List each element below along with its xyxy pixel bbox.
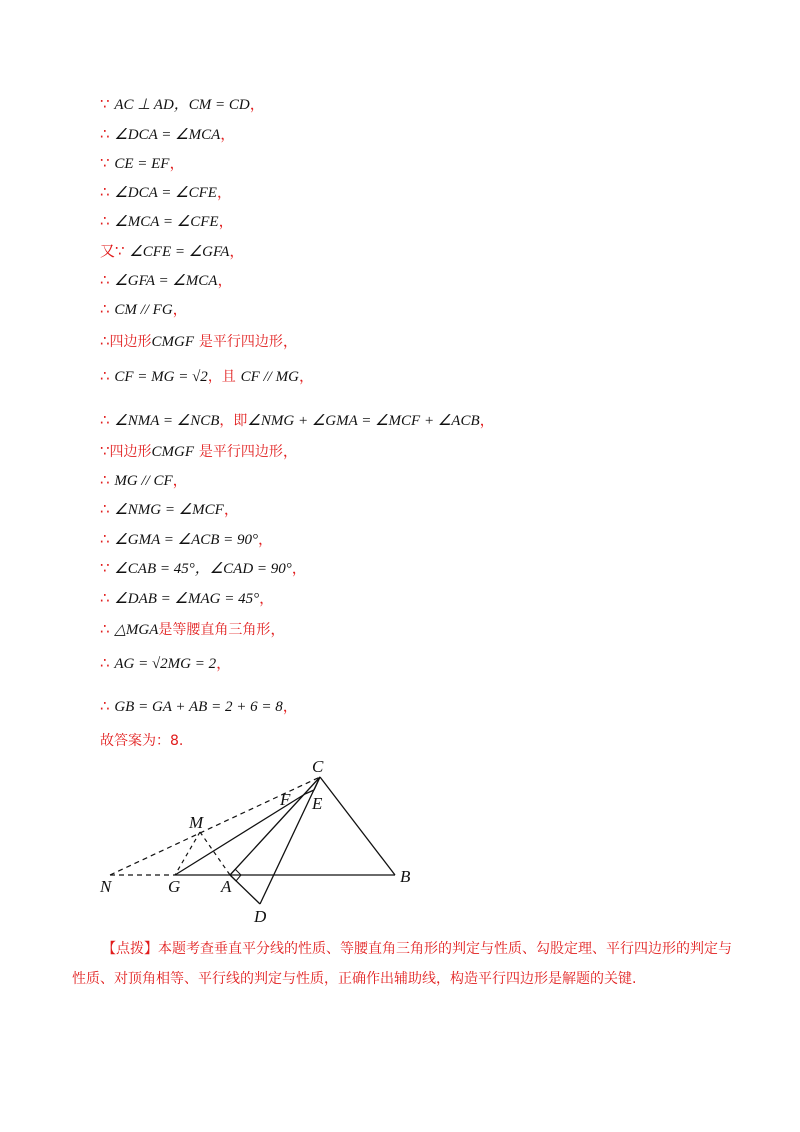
step-4: ∴ ∠DCA = ∠CFE， [100, 183, 232, 201]
step-2: ∴ ∠DCA = ∠MCA， [100, 125, 236, 143]
geometry-figure [90, 752, 430, 932]
step-12: ∵四边形CMGF 是平行四边形， [100, 442, 298, 460]
label-f: F [280, 790, 291, 809]
step-16: ∵ ∠CAB = 45°，∠CAD = 90°， [100, 559, 307, 577]
label-c: C [312, 757, 324, 776]
label-n: N [100, 877, 112, 896]
label-a: A [221, 877, 232, 896]
step-5: ∴ ∠MCA = ∠CFE， [100, 212, 234, 230]
label-d: D [254, 907, 267, 926]
label-e: E [312, 794, 323, 813]
step-11: ∴ ∠NMA = ∠NCB，即∠NMG + ∠GMA = ∠MCF + ∠ACB， [100, 411, 495, 429]
step-13: ∴ MG // CF， [100, 471, 188, 489]
step-18: ∴ △MGA是等腰直角三角形， [100, 620, 286, 638]
step-20: ∴ GB = GA + AB = 2 + 6 = 8， [100, 697, 298, 715]
dashed-line-ma [200, 832, 230, 875]
step-17: ∴ ∠DAB = ∠MAG = 45°， [100, 589, 275, 607]
step-15: ∴ ∠GMA = ∠ACB = 90°， [100, 530, 274, 548]
segment-ca [230, 777, 320, 875]
step-6: 又∵ ∠CFE = ∠GFA， [100, 242, 245, 260]
step-7: ∴ ∠GFA = ∠MCA， [100, 271, 233, 289]
tip-paragraph [72, 934, 732, 994]
label-m: M [189, 813, 204, 832]
label-b: B [400, 867, 411, 886]
step-3: ∵ CE = EF， [100, 154, 185, 172]
label-g: G [168, 877, 181, 896]
step-10: ∴ CF = MG = √2，且 CF // MG， [100, 367, 314, 385]
final-answer: 故答案为：8. [100, 733, 184, 749]
tip-title: 【点拨】 [102, 941, 158, 957]
tip-text: 本题考查垂直平分线的性质、等腰直角三角形的判定与性质、勾股定理、平行四边形的判定与性质、对顶角相等、平行线的判定与性质，正确作出辅助线，构造平行四边形是解题的关键. [72, 941, 732, 987]
step-8: ∴ CM // FG， [100, 300, 188, 318]
segment-cb [320, 777, 395, 875]
step-9: ∴四边形CMGF 是平行四边形， [100, 332, 298, 350]
step-14: ∴ ∠NMG = ∠MCF， [100, 500, 239, 518]
step-19: ∴ AG = √2MG = 2， [100, 654, 232, 672]
step-1: ∵ AC ⊥ AD，CM = CD， [100, 95, 265, 113]
